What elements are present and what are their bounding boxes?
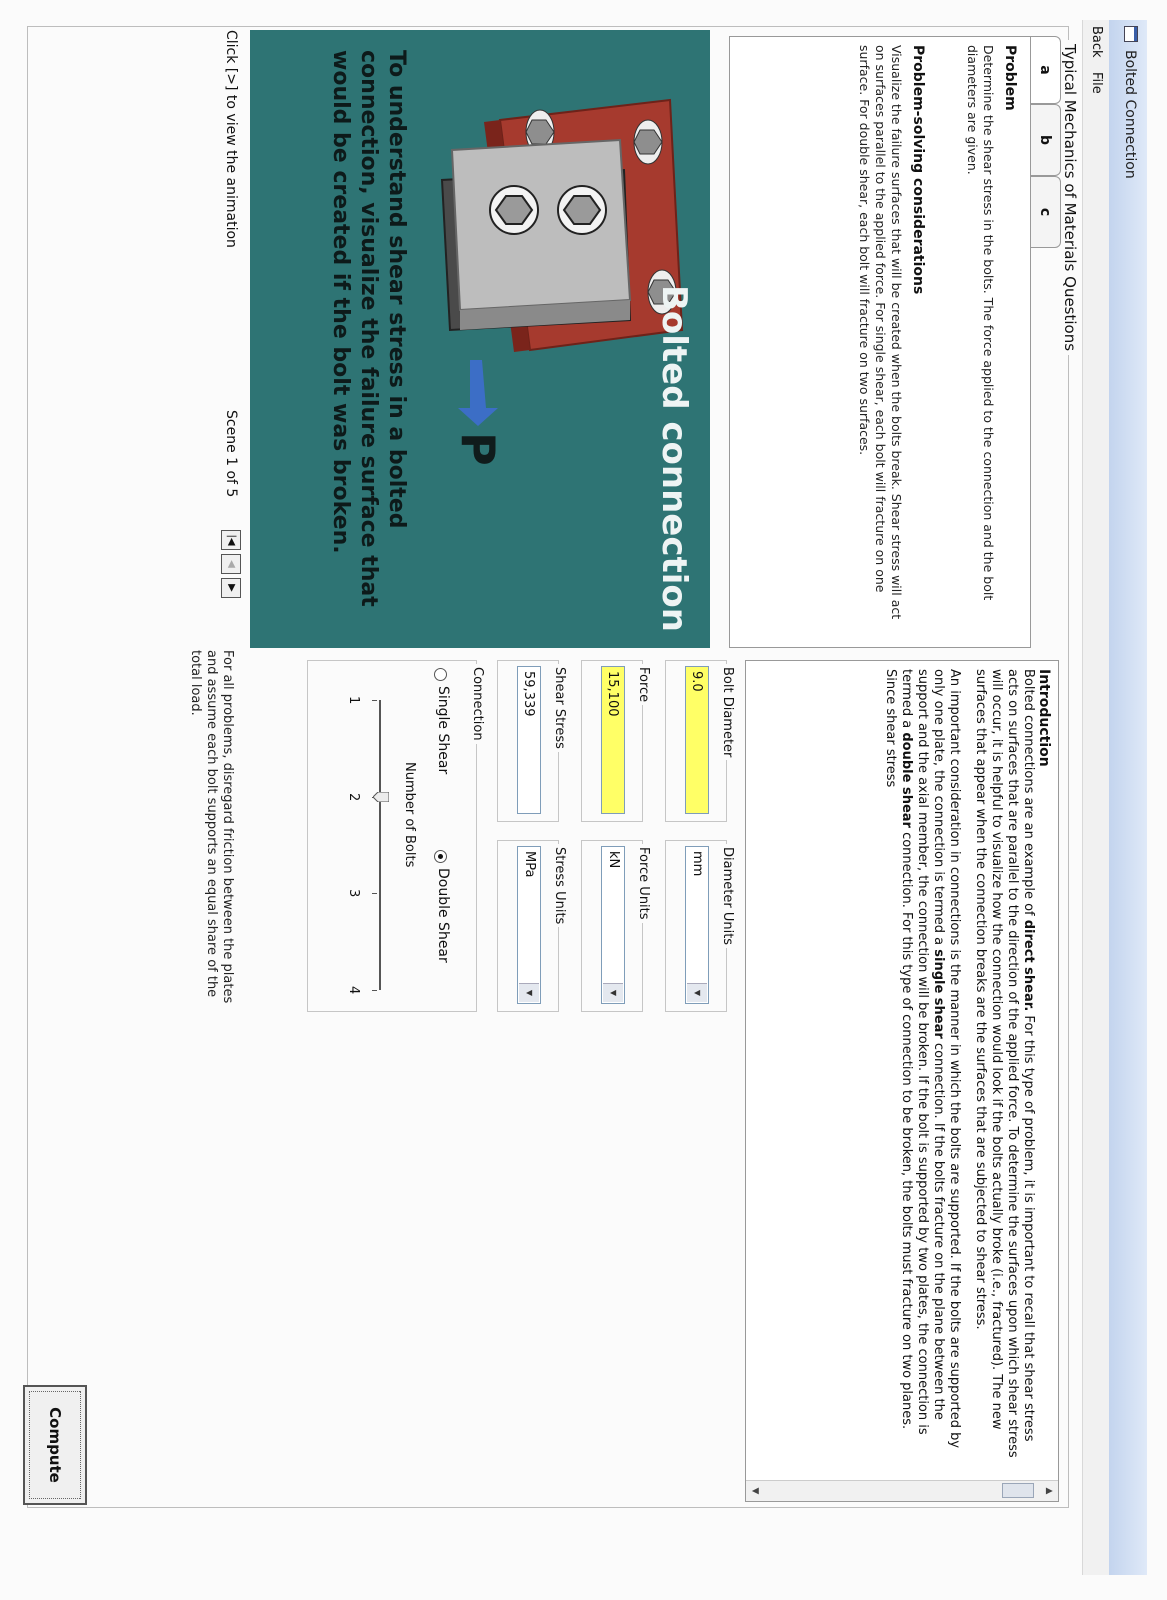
first-scene-icon[interactable]: |◀ [221,530,241,550]
previous-scene-icon[interactable]: ◀ [221,554,241,574]
connection-label: Connection [470,664,485,744]
shear-stress-output[interactable] [517,666,541,814]
slider-tick [372,700,377,701]
intro-paragraph-1: Bolted connections are an example of direct shear. For this type of problem, it is important to recall that shear stress acts on surfaces that are parallel to the direction of the applied force. To determine the surfaces upon which shear stress will occur, it is helpful to visualize how the connection would look if the bolts actually broke (i.e., fractured). The new surfaces that appear when the connection breaks are the surfaces that are subjected to shear stress. [973,669,1036,1458]
chevron-down-icon[interactable]: ▼ [519,983,539,1002]
menu-file[interactable]: File [1089,72,1104,94]
bolted-connection-illustration [250,30,710,648]
bolts-slider-thumb[interactable] [373,792,389,802]
compute-button[interactable]: Compute [23,1385,87,1505]
connection-group [307,660,477,1012]
intro-scrollbar[interactable] [746,1480,1058,1501]
menu-back[interactable]: Back [1089,26,1104,58]
scroll-down-icon[interactable]: ▼ [750,1487,760,1495]
diameter-units-select[interactable]: mm ▼ [685,846,709,1004]
tick-label-4: 4 [346,986,361,995]
bolt-diameter-label: Bolt Diameter [720,664,735,760]
intro-heading: Introduction [1036,669,1052,767]
animation-help-text: Click [>] to view the animation [223,30,239,248]
window-icon [1124,26,1138,42]
chevron-down-icon[interactable]: ▼ [603,983,623,1002]
slider-tick [372,893,377,894]
window-title: Bolted Connection [1122,50,1138,179]
bolt-diameter-input[interactable] [685,666,709,814]
single-shear-label[interactable]: Single Shear [435,686,451,775]
force-units-select[interactable]: kN ▼ [601,846,625,1004]
scene-counter: Scene 1 of 5 [223,410,239,498]
animation-panel [250,30,710,648]
friction-note: For all problems, disregard friction between the plates and assume each bolt supports an equal share of the total load. [188,650,235,1004]
menu-bar [1082,20,1109,1575]
force-arrow-icon [458,360,498,426]
considerations-text: Visualize the failure surfaces that will be created when the bolts break. Shear stress will act on surfaces parallel to the applied force. For single shear, each bolt will fracture on one surface. For double shear, each bolt will fracture on two surfaces. [857,45,904,620]
tab-panel [729,36,1031,648]
animation-title: Bolted connection [654,284,694,632]
scroll-up-icon[interactable]: ▲ [1044,1487,1054,1495]
chevron-down-icon[interactable]: ▼ [687,983,707,1002]
force-label: Force [636,664,651,705]
intro-paragraph-2: An important consideration in connections is the manner in which the bolts are supported. If the bolts are supported by only one plate, the connection is termed a single shear connection. If the bolts fracture on the plane between the support and the axial member, the connection will be broken. If the bolt is supported by two plates, the connection is termed a double shear connection. For this type of connection to be broken, the bolts must fracture on two planes. Since shear stress [883,669,962,1449]
shear-stress-label: Shear Stress [552,664,567,752]
tick-label-3: 3 [346,889,361,898]
tab-a[interactable]: a [1029,36,1061,104]
slider-tick [372,990,377,991]
stress-units-select[interactable]: MPa ▼ [517,846,541,1004]
tick-label-1: 1 [346,696,361,705]
scroll-thumb[interactable] [1002,1483,1034,1498]
tick-label-2: 2 [346,793,361,802]
problem-heading: Problem [1002,45,1018,111]
next-scene-icon[interactable]: ▶ [221,578,241,598]
introduction-panel[interactable] [745,660,1059,1502]
animation-caption: To understand shear stress in a bolted connection, visualize the failure surface that would be created if the bolt was broken. [328,50,409,607]
double-shear-label[interactable]: Double Shear [435,868,451,963]
considerations-heading: Problem-solving considerations [910,45,926,295]
tab-b[interactable]: b [1030,104,1061,176]
tab-c[interactable]: c [1030,176,1061,248]
number-of-bolts-label: Number of Bolts [402,762,417,868]
problem-text: Determine the shear stress in the bolts. The force applied to the connection and the bolt diameters are given. [965,45,996,601]
force-input[interactable] [601,666,625,814]
force-units-label: Force Units [636,844,651,923]
bolts-slider-track[interactable] [379,700,381,990]
single-shear-radio[interactable] [434,668,447,681]
group-title: Typical Mechanics of Materials Questions [1061,40,1079,355]
diameter-units-label: Diameter Units [720,844,735,948]
title-bar [1108,20,1147,1575]
double-shear-radio[interactable] [434,850,447,863]
force-label: P [451,432,505,466]
stress-units-label: Stress Units [552,844,567,927]
animation-status-bar [215,30,245,648]
